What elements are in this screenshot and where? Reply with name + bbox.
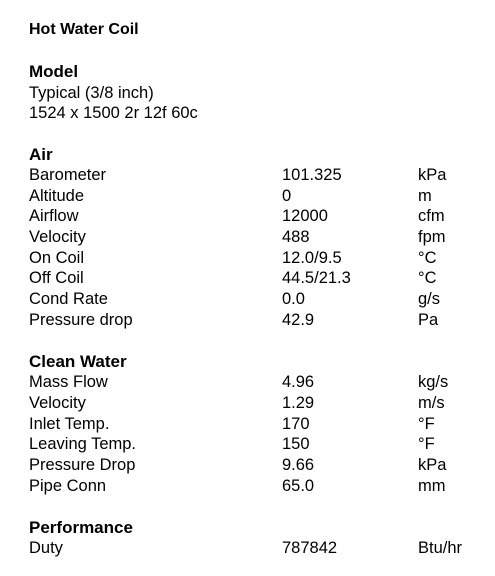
row-label: Altitude	[29, 187, 85, 205]
performance-heading: Performance	[29, 518, 133, 537]
row-label: Airflow	[29, 207, 79, 225]
row-unit: cfm	[418, 207, 445, 225]
air-row-off-coil	[0, 268, 495, 289]
row-unit: m/s	[418, 394, 445, 412]
row-value: 12000	[282, 207, 328, 225]
row-unit: kPa	[418, 456, 447, 474]
row-unit: g/s	[418, 290, 441, 308]
row-label: Barometer	[29, 166, 107, 184]
document-title: Hot Water Coil	[29, 21, 139, 38]
row-value: 101.325	[282, 166, 342, 184]
air-row-barometer	[0, 165, 495, 186]
row-value: 170	[282, 415, 310, 433]
water-row-leaving-temp	[0, 434, 495, 455]
row-unit: Btu/hr	[418, 539, 463, 557]
row-unit: mm	[418, 477, 446, 495]
row-unit: °C	[418, 249, 437, 267]
performance-row-duty	[0, 538, 495, 559]
row-value: 12.0/9.5	[282, 249, 342, 267]
row-label: Mass Flow	[29, 373, 108, 391]
row-value: 150	[282, 435, 310, 453]
model-type-line: Typical (3/8 inch)	[29, 84, 154, 102]
row-unit: °F	[418, 415, 435, 433]
row-label: Velocity	[29, 394, 86, 412]
row-unit: °C	[418, 269, 437, 287]
air-row-airflow	[0, 206, 495, 227]
row-label: Off Coil	[29, 269, 84, 287]
water-row-velocity	[0, 393, 495, 414]
row-unit: kg/s	[418, 373, 449, 391]
row-value: 42.9	[282, 311, 315, 329]
model-heading: Model	[29, 62, 79, 81]
row-value: 0.0	[282, 290, 305, 308]
model-spec-line: 1524 x 1500 2r 12f 60c	[29, 104, 198, 122]
air-row-on-coil	[0, 248, 495, 269]
row-value: 44.5/21.3	[282, 269, 351, 287]
water-row-mass-flow	[0, 372, 495, 393]
air-row-altitude	[0, 186, 495, 207]
air-row-pressure-drop	[0, 310, 495, 331]
clean-water-heading: Clean Water	[29, 352, 127, 371]
row-label: Inlet Temp.	[29, 415, 110, 433]
air-heading: Air	[29, 145, 53, 164]
water-row-pipe-conn	[0, 476, 495, 497]
row-unit: kPa	[418, 166, 447, 184]
row-value: 9.66	[282, 456, 315, 474]
row-label: Cond Rate	[29, 290, 108, 308]
row-value: 787842	[282, 539, 338, 557]
water-row-pressure-drop	[0, 455, 495, 476]
air-row-cond-rate	[0, 289, 495, 310]
row-value: 65.0	[282, 477, 315, 495]
row-label: Pipe Conn	[29, 477, 107, 495]
row-unit: Pa	[418, 311, 439, 329]
row-label: On Coil	[29, 249, 85, 267]
row-value: 488	[282, 228, 310, 246]
row-value: 4.96	[282, 373, 315, 391]
water-row-inlet-temp	[0, 414, 495, 435]
row-label: Pressure drop	[29, 311, 133, 329]
row-label: Pressure Drop	[29, 456, 136, 474]
air-row-velocity	[0, 227, 495, 248]
row-label: Velocity	[29, 228, 86, 246]
row-label: Leaving Temp.	[29, 435, 137, 453]
row-value: 0	[282, 187, 292, 205]
row-unit: m	[418, 187, 432, 205]
row-value: 1.29	[282, 394, 315, 412]
row-unit: fpm	[418, 228, 446, 246]
row-unit: °F	[418, 435, 435, 453]
row-label: Duty	[29, 539, 63, 557]
